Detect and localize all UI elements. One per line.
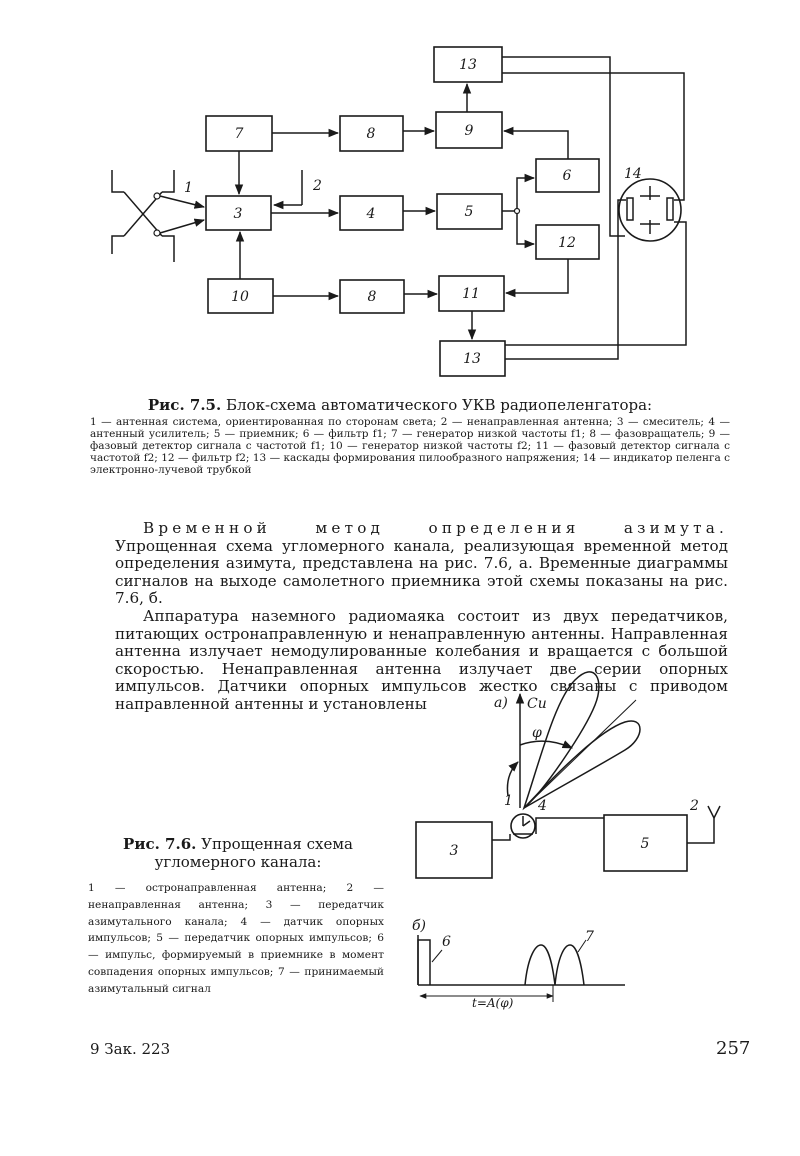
block-13-top-label: 13 xyxy=(459,57,477,73)
block-6-label: 6 xyxy=(562,168,572,184)
direction-line xyxy=(524,700,636,808)
section-heading: Временной метод определения азимута. xyxy=(143,519,728,537)
block-12-label: 12 xyxy=(558,235,576,251)
label-2: 2 xyxy=(690,798,699,814)
block-7-label: 7 xyxy=(234,126,244,142)
antenna-2-label: 2 xyxy=(313,178,322,194)
block-transmitter-5 xyxy=(604,815,687,871)
page-number: 257 xyxy=(716,1038,751,1059)
label-4: 4 xyxy=(538,798,547,814)
signature-mark: 9 Зак. 223 xyxy=(90,1040,171,1058)
label-a: а) xyxy=(494,695,508,711)
block-10-label: 10 xyxy=(231,289,249,305)
omni-antenna-2 xyxy=(687,806,720,843)
block-8-bottom-label: 8 xyxy=(367,289,377,305)
paragraph-1 xyxy=(115,520,728,608)
block-4-label: 4 xyxy=(366,206,376,222)
body-text xyxy=(115,520,728,714)
figure-7-6-legend-text: 1 — остронаправленная антенна; 2 — ненаправленная антенна; 3 — передатчик азимутального канала; 4 — датчик опорных импульсов; 5 — передатчик опорных импульсов; 6 — импульс, формируемый в приемнике в момент совпадения опорных импульсов; 7 — принимаемый азимутальный сигнал xyxy=(88,882,384,995)
antenna-1-label: 1 xyxy=(184,180,193,196)
figure-7-5-caption xyxy=(120,396,680,414)
crt-indicator-14 xyxy=(619,179,681,241)
block-8-top-label: 8 xyxy=(366,126,376,142)
angle-label: φ xyxy=(532,725,542,741)
indicator-14-label: 14 xyxy=(624,166,642,182)
paragraph-2: Аппаратура наземного радиомаяка состоит из двух передатчиков, питающих остронаправленную и ненаправленную антенны. Направленная антенна излучает немодулированные колебания и вращается с большой скоростью. Ненаправленная антенна излучает две серии опорных импульсов. Датчики опорных импульсов жестко связаны с приводом направленной антенны и установлены xyxy=(115,606,728,713)
figure-7-5-legend-text: 1 — антенная система, ориентированная по сторонам света; 2 — ненаправленная антенна; 3 — смеситель; 4 — антенный усилитель; 5 — приемник; 6 — фильтр f1; 7 — генератор низкой частоты f1; 8 — фазовращатель; 9 — фазовый детектор сигнала с частотой f1; 10 — генератор низкой частоты f2; 11 — фазовый детектор сигнала с частотой f2; 12 — фильтр f2; 13 — каскады формирования пилообразного напряжения; 14 — индикатор пеленга с электронно-лучевой трубкой xyxy=(90,416,730,476)
rotation-arrow xyxy=(507,762,518,796)
figure-7-6-caption-prefix: Рис. 7.6. xyxy=(123,835,197,853)
block-5-label: 5 xyxy=(464,204,474,220)
angle-arc xyxy=(520,741,572,748)
paragraph-1-text: Упрощенная схема угломерного канала, реализующая временной метод определения азимута, представлена на рис. 7.6, а. Временные диаграммы сигналов на выходе самолетного приемника этой схемы показаны на рис. 7.6, б. xyxy=(115,536,728,608)
label-b: б) xyxy=(412,918,427,934)
block-9-label: 9 xyxy=(464,123,474,139)
coincidence-pulse-6 xyxy=(418,940,430,985)
label-1: 1 xyxy=(504,793,513,809)
figure-7-5-legend xyxy=(90,416,730,476)
block-13-bottom-label: 13 xyxy=(463,351,481,367)
block-transmitter-3 xyxy=(416,822,492,878)
reference-pulse-sensor xyxy=(511,814,535,838)
time-label: t=A(φ) xyxy=(472,996,514,1010)
block-11-label: 11 xyxy=(462,286,480,302)
antenna-2 xyxy=(274,170,302,205)
beam-lobe-lower xyxy=(524,721,640,808)
block-3-label: 3 xyxy=(233,206,243,222)
axis-label: Си xyxy=(527,696,547,712)
figure-7-6-caption-title: Упрощенная схема угломерного канала: xyxy=(154,835,353,871)
block-transmitter-3-label: 3 xyxy=(449,843,459,859)
label-7: 7 xyxy=(585,929,594,945)
figure-7-6-legend xyxy=(88,880,384,998)
figure-7-5-caption-prefix: Рис. 7.5. xyxy=(147,396,222,414)
azimuth-signal-7 xyxy=(525,945,584,985)
label-6: 6 xyxy=(442,934,451,950)
block-transmitter-5-label: 5 xyxy=(640,836,650,852)
figure-7-6-caption xyxy=(88,835,388,871)
figure-7-5-diagram xyxy=(0,0,800,400)
figure-7-5-caption-title: Блок-схема автоматического УКВ радиопеленгатора: xyxy=(226,396,653,414)
